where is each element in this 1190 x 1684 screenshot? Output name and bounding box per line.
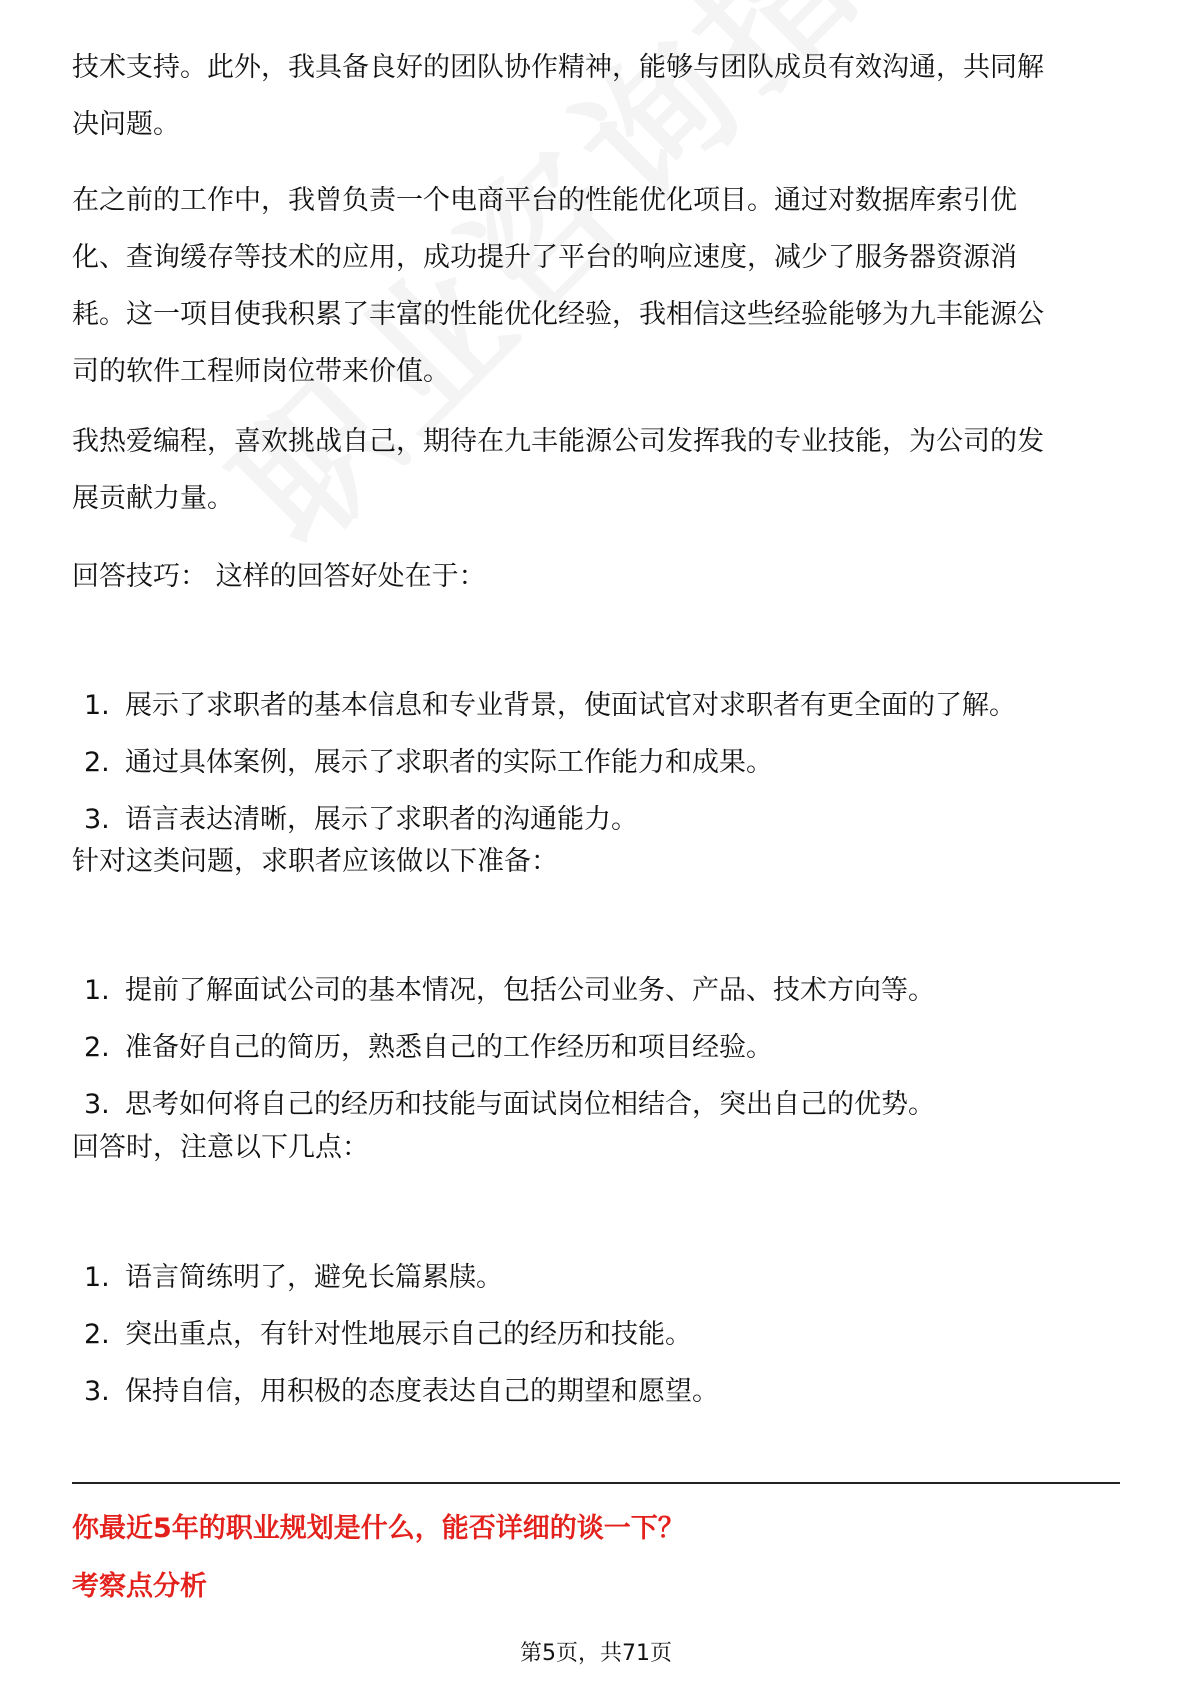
list-item: 3. 保持自信，用积极的态度表达自己的期望和愿望。 [84,1376,719,1407]
list-item: 3. 思考如何将自己的经历和技能与面试岗位相结合，突出自己的优势。 [84,1089,935,1120]
page-footer: 第5页，共71页 [520,1641,672,1666]
paragraph-line: 决问题。 [72,109,180,140]
list-item: 1. 语言简练明了，避免长篇累牍。 [84,1262,503,1293]
paragraph-line: 在之前的工作中，我曾负责一个电商平台的性能优化项目。通过对数据库索引优 [72,185,1017,216]
paragraph-line: 耗。这一项目使我积累了丰富的性能优化经验，我相信这些经验能够为九丰能源公 [72,299,1044,330]
document-page [72,0,1120,1684]
paragraph-3 [72,413,1120,527]
notes-list [72,1249,1120,1420]
list-item: 3. 语言表达清晰，展示了求职者的沟通能力。 [84,804,638,835]
paragraph-line: 技术支持。此外，我具备良好的团队协作精神，能够与团队成员有效沟通，共同解 [72,52,1044,83]
list-item: 2. 突出重点，有针对性地展示自己的经历和技能。 [84,1319,692,1350]
list-item: 1. 提前了解面试公司的基本情况，包括公司业务、产品、技术方向等。 [84,975,935,1006]
paragraph-line: 展贡献力量。 [72,483,234,514]
paragraph-line: 司的软件工程师岗位带来价值。 [72,356,450,387]
paragraph-2 [72,172,1120,400]
list-item: 1. 展示了求职者的基本信息和专业背景，使面试官对求职者有更全面的了解。 [84,690,1016,721]
answer-tips-list [72,677,1120,848]
list-item: 2. 准备好自己的简历，熟悉自己的工作经历和项目经验。 [84,1032,773,1063]
paragraph-1 [72,39,1120,153]
section-divider [72,1482,1120,1484]
paragraph-line: 化、查询缓存等技术的应用，成功提升了平台的响应速度，减少了服务器资源消 [72,242,1017,273]
list-item: 2. 通过具体案例，展示了求职者的实际工作能力和成果。 [84,747,773,778]
question-heading: 你最近5年的职业规划是什么，能否详细的谈一下？ [72,1513,685,1544]
preparation-list [72,962,1120,1133]
section-heading-preparation: 针对这类问题，求职者应该做以下准备： [72,846,558,877]
analysis-heading: 考察点分析 [72,1571,207,1602]
section-heading-notes: 回答时，注意以下几点： [72,1132,369,1163]
section-heading-answer-tips: 回答技巧： 这样的回答好处在于： [72,561,486,592]
paragraph-line: 我热爱编程，喜欢挑战自己，期待在九丰能源公司发挥我的专业技能，为公司的发 [72,426,1044,457]
